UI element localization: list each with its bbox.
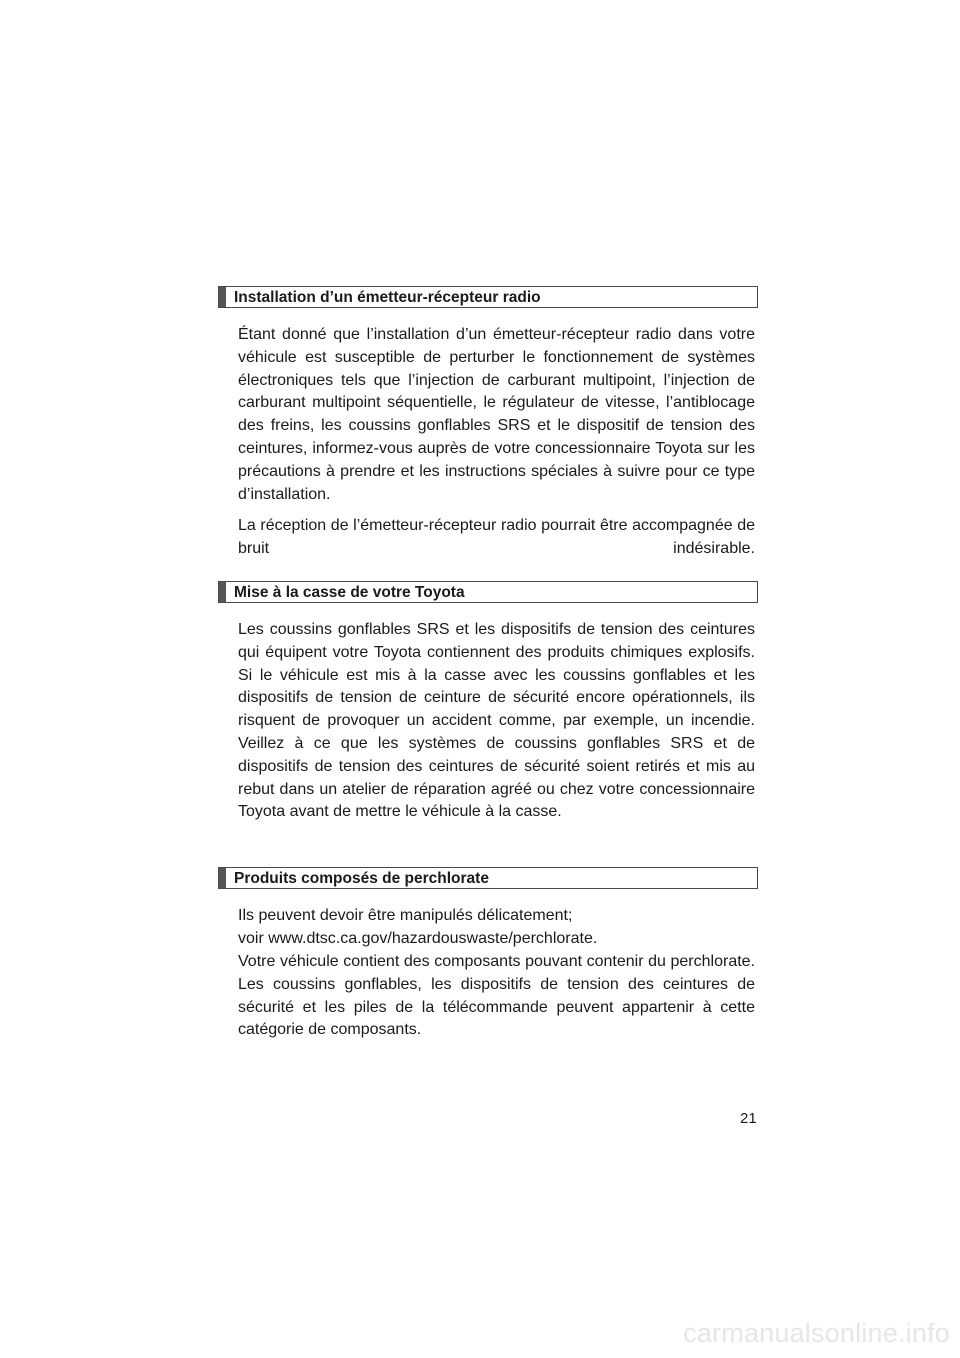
section-header-radio: [218, 286, 758, 308]
header-accent-bar: [219, 582, 226, 602]
paragraph: Les coussins gonflables SRS et les dispositifs de tension des ceintures qui équipent votre Toyota contiennent des produits chimiques explosifs. Si le véhicule est mis à la casse avec les coussins gonflables et les dispositifs de tension de ceinture de sécurité encore opérationnels, ils risquent de provoquer un accident comme, par exemple, un incendie. Veillez à ce que les systèmes de coussins gonflables SRS et de dispositifs de tension des ceintures de sécurité soient retirés et mis au rebut dans un atelier de réparation agréé ou chez votre concessionnaire Toyota avant de mettre le véhicule à la casse.: [238, 621, 755, 821]
header-accent-bar: [219, 287, 226, 307]
page-number: 21: [740, 1110, 757, 1127]
text-line: voir www.dtsc.ca.gov/hazardouswaste/perchlorate.: [238, 930, 598, 947]
section-title: Mise à la casse de votre Toyota: [234, 584, 465, 601]
text-line: Ils peuvent devoir être manipulés délicatement;: [238, 907, 573, 924]
paragraph: Étant donné que l’installation d’un émetteur-récepteur radio dans votre véhicule est susceptible de perturber le fonctionnement de systèmes électroniques tels que l’injection de carburant multipoint, l’injection de carburant multipoint séquentielle, le régulateur de vitesse, l’antiblocage des freins, les coussins gonflables SRS et le dispositif de tension des ceintures, informez-vous auprès de votre concessionnaire Toyota sur les précautions à prendre et les instructions spéciales à suivre pour ce type d’installation.: [238, 326, 755, 503]
watermark: carmanualsonline.info: [683, 1318, 950, 1348]
header-accent-bar: [219, 868, 226, 888]
section-title: Installation d’un émetteur-récepteur radio: [234, 289, 541, 306]
paragraph: Votre véhicule contient des composants pouvant contenir du perchlorate. Les coussins gonflables, les dispositifs de tension des ceintures de sécurité et les piles de la télécommande peuvent appartenir à cette catégorie de composants.: [238, 953, 755, 1039]
section-title: Produits composés de perchlorate: [234, 870, 489, 887]
section-header-perchlorate: [218, 867, 758, 889]
section-header-disposal: [218, 581, 758, 603]
paragraph: La réception de l’émetteur-récepteur radio pourrait être accompagnée de bruit indésirable.: [238, 517, 755, 557]
